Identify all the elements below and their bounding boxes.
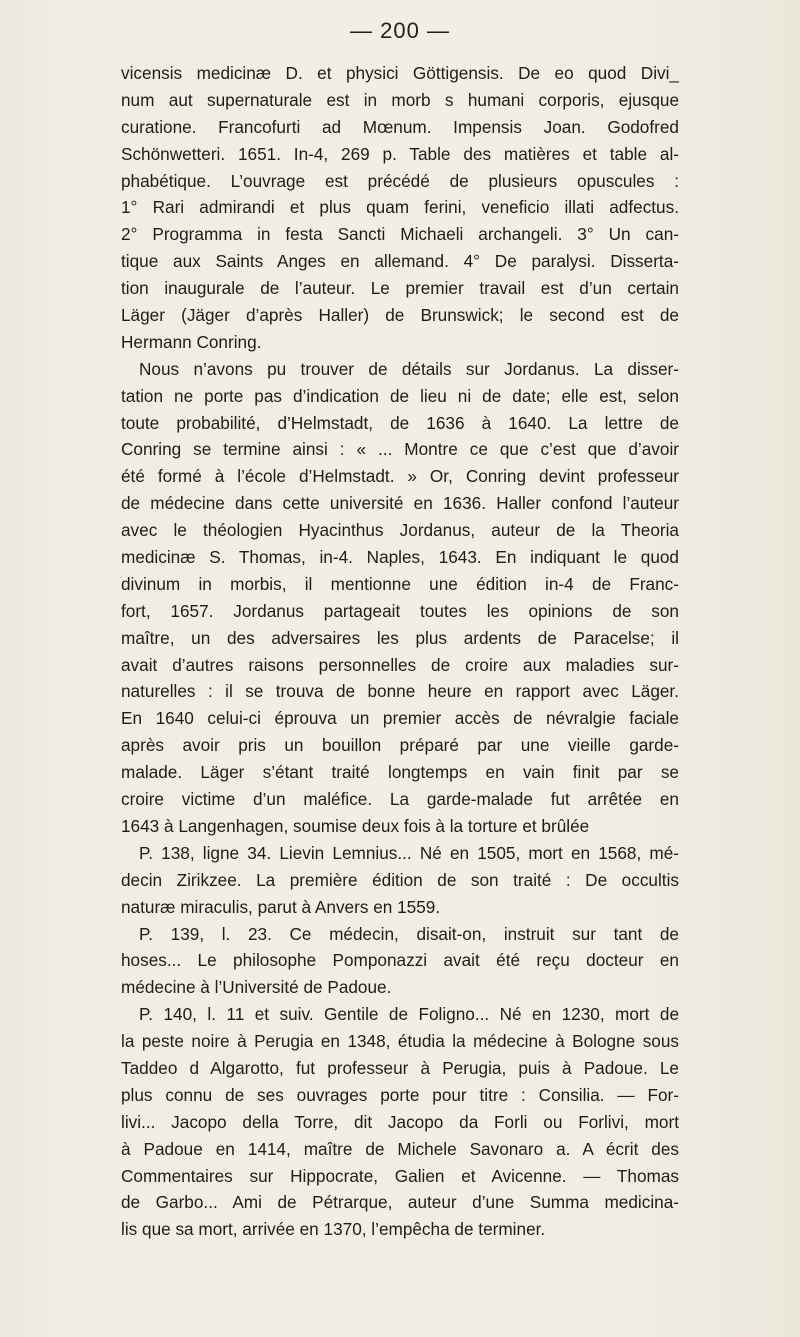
text-line: la peste noire à Perugia en 1348, étudia la médecine à Bologne sous — [121, 1031, 679, 1052]
text-line: P. 140, l. 11 et suiv. Gentile de Foligno... Né en 1230, mort de — [139, 1004, 679, 1025]
text-line: à Padoue en 1414, maître de Michele Savonaro a. A écrit des — [121, 1138, 679, 1159]
page-number: — 200 — — [350, 18, 450, 43]
text-line: de médecine dans cette université en 1636. Haller confond l’auteur — [121, 493, 679, 514]
text-line: Hermann Conring. — [121, 331, 262, 352]
text-line: maître, un des adversaires les plus ardents de Paracelse; il — [121, 627, 679, 648]
text-line: En 1640 celui-ci éprouva un premier accès de névralgie faciale — [121, 708, 679, 729]
text-line: malade. Läger s’étant traité longtemps en vain finit par se — [121, 762, 679, 783]
text-line: fort, 1657. Jordanus partageait toutes les opinions de son — [121, 600, 679, 621]
text-line: tion inaugurale de l’auteur. Le premier travail est d’un certain — [121, 278, 679, 299]
text-line: vicensis medicinæ D. et physici Göttigensis. De eo quod Divi_ — [121, 63, 679, 83]
text-line: naturæ miraculis, parut à Anvers en 1559. — [121, 896, 441, 917]
text-line: 2° Programma in festa Sancti Michaeli archangeli. 3° Un can- — [121, 224, 679, 245]
text-line: toute probabilité, d’Helmstadt, de 1636 à 1640. La lettre de — [121, 412, 679, 433]
text-line: livi... Jacopo della Torre, dit Jacopo da Forli ou Forlivi, mort — [121, 1111, 679, 1132]
text-line: phabétique. L’ouvrage est précédé de plusieurs opuscules : — [121, 170, 679, 191]
text-line: croire victime d’un maléfice. La garde-malade fut arrêtée en — [121, 789, 679, 810]
text-line: 1° Rari admirandi et plus quam ferini, veneficio illati adfectus. — [121, 197, 679, 218]
text-line: P. 138, ligne 34. Lievin Lemnius... Né en 1505, mort en 1568, mé- — [139, 842, 679, 863]
text-line: Taddeo d Algarotto, fut professeur à Perugia, puis à Padoue. Le — [121, 1057, 679, 1078]
text-line: Commentaires sur Hippocrate, Galien et Avicenne. — Thomas — [121, 1165, 679, 1186]
text-line: medicinæ S. Thomas, in-4. Naples, 1643. En indiquant le quod — [121, 547, 679, 568]
text-line: Läger (Jäger d’après Haller) de Brunswick; le second est de — [121, 305, 679, 326]
text-line: avait d’autres raisons personnelles de croire aux maladies sur- — [121, 654, 679, 675]
text-line: P. 139, l. 23. Ce médecin, disait-on, instruit sur tant de — [139, 923, 679, 944]
text-line: divinum in morbis, il mentionne une édition in-4 de Franc- — [121, 573, 679, 594]
text-line: curatione. Francofurti ad Mœnum. Impensis Joan. Godofred — [121, 116, 679, 137]
text-line: de Garbo... Ami de Pétrarque, auteur d’une Summa medicina- — [121, 1192, 679, 1213]
text-line: après avoir pris un bouillon préparé par une vieille garde- — [121, 735, 679, 756]
text-line: plus connu de ses ouvrages porte pour titre : Consilia. — For- — [121, 1084, 679, 1105]
text-line: decin Zirikzee. La première édition de son traité : De occultis — [121, 869, 679, 890]
text-line: Schönwetteri. 1651. In-4, 269 p. Table des matières et table al- — [121, 143, 679, 164]
text-line: hoses... Le philosophe Pomponazzi avait été reçu docteur en — [121, 950, 679, 971]
text-line: été formé à l’école d’Helmstadt. » Or, Conring devint professeur — [121, 466, 679, 487]
text-line: num aut supernaturale est in morb s humani corporis, ejusque — [121, 89, 679, 110]
text-line: avec le théologien Hyacinthus Jordanus, auteur de la Theoria — [121, 520, 679, 541]
text-line: lis que sa mort, arrivée en 1370, l’empêcha de terminer. — [121, 1219, 546, 1240]
text-line: Conring se termine ainsi : « ... Montre ce que c’est que d’avoir — [121, 439, 679, 460]
text-line: tation ne porte pas d’indication de lieu ni de date; elle est, selon — [121, 385, 679, 406]
text-line: 1643 à Langenhagen, soumise deux fois à la torture et brûlée — [121, 815, 590, 836]
body-text — [121, 60, 679, 1243]
text-line: Nous n’avons pu trouver de détails sur Jordanus. La disser- — [139, 358, 679, 379]
text-line: médecine à l’Université de Padoue. — [121, 977, 392, 998]
text-line: naturelles : il se trouva de bonne heure en rapport avec Läger. — [121, 681, 679, 702]
text-line: tique aux Saints Anges en allemand. 4° De paralysi. Disserta- — [121, 251, 679, 272]
